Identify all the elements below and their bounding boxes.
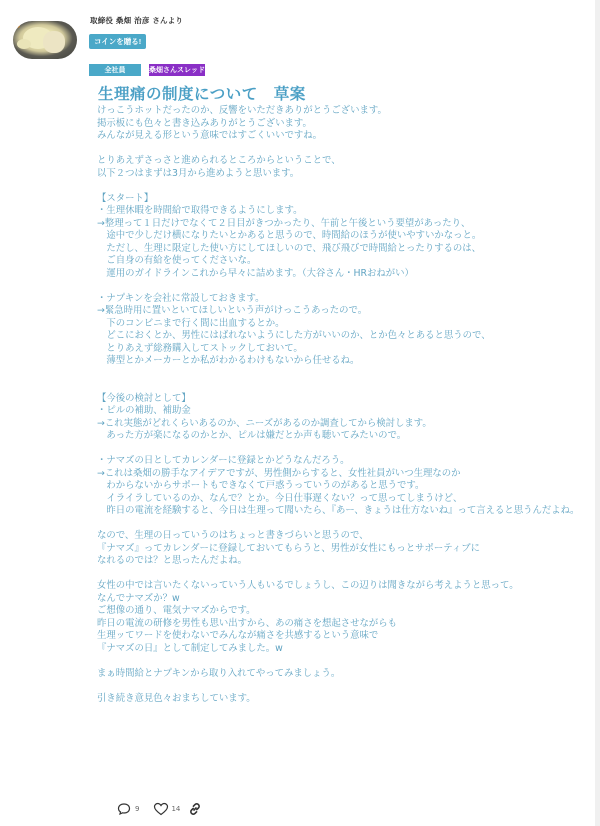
body-line — [97, 180, 577, 193]
body-line: →緊急時用に置いといてほしいという声がけっこうあったので。 — [97, 305, 368, 316]
body-line: 薄型とかメーカーとか私がわかるわけもないから任せるね。 — [97, 355, 360, 366]
body-line: 『ナマズの日』として制定してみました。w — [97, 642, 283, 654]
avatar[interactable] — [13, 21, 77, 59]
body-line: ご自身の有給を使ってくださいな。 — [97, 255, 257, 266]
tag-thread[interactable]: 桑畑さんスレッド — [149, 66, 205, 74]
body-line: 昨日の電流を経験すると、今日は生理って聞いたら、『あー、きょうは仕方ないね』って言えると思うんだよね。 — [97, 505, 580, 516]
body-line: ただし、生理に限定した使い方にしてほしいので、飛び飛びで時間給とったりするのは、 — [97, 242, 482, 254]
body-line: 引き続き意見色々おまちしています。 — [97, 692, 256, 704]
body-line: 昨日の電流の研修を男性も思い出すから、あの痛さを想起させながらも — [97, 617, 398, 629]
body-line — [97, 368, 577, 381]
link-icon[interactable] — [188, 802, 202, 816]
body-line: 掲示板にも色々と書き込みありがとうございます。 — [97, 117, 312, 129]
body-line: →これは桑畑の勝手なアイデアですが、男性側からすると、女性社員がいつ生理なのか — [97, 467, 461, 479]
body-line: なので、生理の日っていうのはちょっと書きづらいと思うので、 — [97, 530, 369, 541]
post-body — [97, 105, 580, 705]
body-line: ・ナプキンを会社に常設しておきます。 — [97, 292, 265, 304]
body-line — [97, 680, 577, 693]
speech-bubble-icon[interactable] — [117, 802, 131, 816]
author-line: 取締役 桑畑 治彦 さんより — [90, 16, 184, 25]
body-line: ご想像の通り、電気ナマズからです。 — [97, 605, 256, 616]
body-line: なんでナマズか？w — [97, 592, 180, 604]
body-line: 【今後の検討として】 — [97, 392, 191, 404]
body-line: イライラしているのか、なんで？とか。今日仕事遅くない？って思ってしまうけど、 — [97, 492, 463, 504]
body-line: なれるのでは？と思ったんだよね。 — [97, 555, 248, 566]
body-line: ・ナマズの日としてカレンダーに登録とかどうなんだろう。 — [97, 455, 350, 466]
body-line: とりあえず総務購入してストックしておいて。 — [97, 342, 303, 354]
body-line: 『ナマズ』ってカレンダーに登録しておいてもらうと、男性が女性にもっとサポーティブに — [97, 542, 481, 554]
body-line — [97, 380, 577, 393]
body-line: とりあえずさっさと進められるところからということで、 — [97, 155, 341, 166]
body-line: あった方が楽になるのかとか、ピルは嫌だとか声も聴いてみたいので。 — [97, 430, 407, 441]
heart-icon[interactable] — [153, 802, 167, 816]
body-line: 途中で少しだけ横になりたいとかあると思うので、時間給のほうが使いやすいかなっと。 — [97, 230, 482, 241]
tag-all-employees[interactable]: 全社員 — [89, 64, 141, 76]
body-line — [97, 568, 577, 581]
body-line: 下のコンビニまで行く間に出血するとか。 — [97, 317, 285, 329]
body-line: ・ピルの補助、補助金 — [97, 405, 191, 416]
body-line: どこにおくとか、男性にはばれないようにした方がいいのか、とか色々とあると思うので、 — [97, 330, 491, 341]
give-coin-button[interactable]: コインを贈る! — [89, 34, 146, 49]
body-line: みんなが見える形という意味ではすごくいいですね。 — [97, 130, 323, 141]
body-line: →整理って１日だけでなくて２日目がきつかったり、午前と午後という要望があったり、 — [97, 217, 471, 229]
post-title: 生理痛の制度について 草案 — [98, 85, 306, 103]
post-actions — [117, 802, 202, 816]
body-line: 生理ッてワードを使わないでみんなが痛さを共感するという意味で — [97, 630, 379, 641]
comment-count: 9 — [135, 805, 140, 813]
avatar-image-part — [15, 23, 20, 28]
avatar-image-part — [17, 39, 31, 49]
scrollbar-track[interactable] — [595, 0, 600, 826]
body-line: けっこうホットだったのか、反響をいただきありがとうございます。 — [97, 105, 387, 116]
like-count: 14 — [171, 805, 181, 813]
body-line — [97, 280, 577, 293]
body-line: 女性の中では言いたくないっていう人もいるでしょうし、この辺りは聞きながら考えようと思って。 — [97, 580, 519, 591]
body-line: わからないからサポートもできなくて戸惑うっていうのがあると思うです。 — [97, 480, 425, 491]
body-line: 運用のガイドラインこれから早々に詰めます。（大谷さん・HRおねがい） — [97, 267, 414, 279]
body-line: →これ実態がどれくらいあるのか、ニーズがあるのか調査してから検討します。 — [97, 417, 432, 429]
body-line: ・生理休暇を時間給で取得できるようにします。 — [97, 205, 303, 216]
body-line: まぁ時間給とナプキンから取り入れてやってみましょう。 — [97, 667, 341, 679]
body-line — [97, 443, 577, 456]
body-line: 以下２つはまずは3月から進めようと思います。 — [97, 167, 300, 179]
body-line: 【スタート】 — [97, 192, 154, 204]
body-line — [97, 655, 577, 668]
body-line — [97, 518, 577, 531]
body-line — [97, 143, 577, 156]
avatar-image-part — [43, 31, 65, 53]
